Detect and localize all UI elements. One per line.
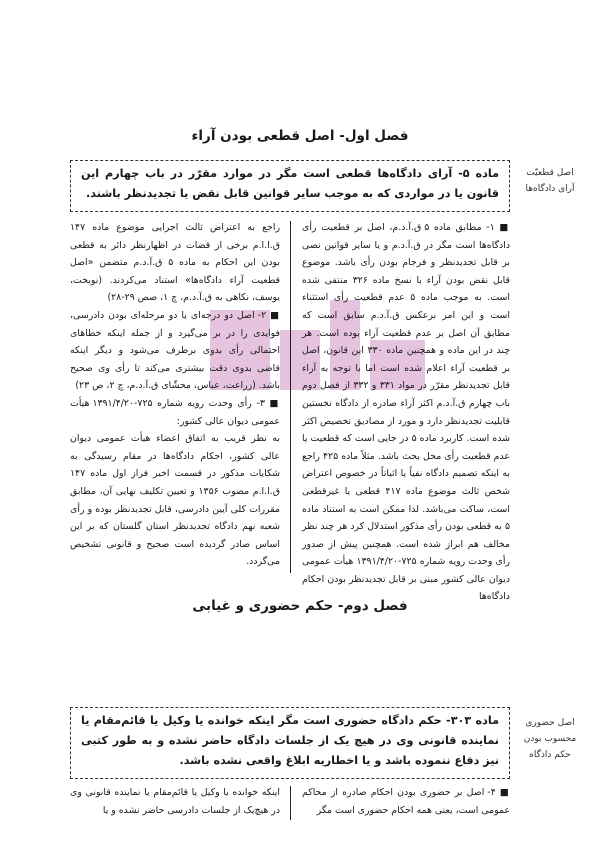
commentary-column-left: [70, 219, 281, 568]
article-box: ماده ۳۰۳- حکم دادگاه حضوری است مگر اینکه خوانده یا وکیل یا قائم‌مقام یا نماینده قانونی وی در هیچ یک از جلسات دادگاه حاضر نشده و به طور کتبی نیز دفاع ننموده باشد و یا اخطاریه ابلاغ واقعی نشده باشد.: [70, 707, 510, 779]
chapter-title: فصل اول- اصل قطعی بودن آراء: [191, 128, 409, 144]
commentary-paragraph: ■ ۴- اصل بر حضوری بودن احکام صادره از محاکم عمومی است، یعنی همه احکام حضوری است مگر: [302, 787, 511, 816]
margin-note: اصل حضوری محسوب بودن حکم دادگاه: [523, 718, 577, 760]
column-divider: [290, 786, 291, 820]
commentary-paragraph: اینکه خوانده یا وکیل یا قائم‌مقام یا نماینده قانونی وی در هیچ‌یک از جلسات دادرسی حاضر نشده و یا: [70, 787, 280, 816]
commentary-paragraph: ■ ۲- اصل دو درجه‌ای یا دو مرحله‌ای بودن دادرسی، فوایدی را در بر می‌گیرد و از جمله اینکه خطاهای احتمالی رأی بدوی برطرف می‌شود و دیگر اینکه قاضی بدوی دقت بیشتری می‌کند تا رأی وی صحیح باشد. (زراعت، عباس، محشّای ق.آ.د.م، چ ۲، ص ۲۳): [70, 309, 280, 392]
commentary-column-left: [70, 784, 280, 824]
article-box: ماده ۵- آرای دادگاه‌ها قطعی است مگر در موارد مقرّر در باب چهارم این قانون یا در مواردی که به موجب سایر قوانین قابل نقض یا تجدیدنظر باشند.: [70, 160, 510, 212]
chapter-title: فصل دوم- حکم حضوری و غیابی: [192, 598, 408, 614]
column-divider: [290, 221, 291, 573]
commentary-column-right: [301, 219, 511, 603]
margin-note: اصل قطعیّت آرای دادگاه‌ها: [525, 168, 575, 194]
commentary-paragraph: به نظر قریب به اتفاق اعضاء هیأت عمومی دیوان عالی کشور، احکام دادگاه‌ها در مقام رسیدگی به شکایات مذکور در قسمت اخیر فراز اول ماده ۱۴۷ ق.ا.ا.م مصوب ۱۳۵۶ و تعیین تکلیف نهایی آن، مطابق مقررات کلی آیین دادرسی، قابل تجدیدنظر بوده و رأی شعبه نهم دادگاه تجدیدنظر استان گلستان که بر این اساس صادر گردیده است صحیح و قانونی تشخیص می‌گردد.: [70, 433, 281, 568]
commentary-paragraph: راجع به اعتراض ثالث اجرایی موضوع ماده ۱۴۷ ق.ا.ا.م برخی از قضات در اظهارنظر دائر به قطعی بودن این احکام به ماده ۵ ق.آ.د.م متضمن «اصل قطعیت آراء دادگاه‌ها» استناد می‌کردند. (نوبخت، یوسف، نکاهی به ق.آ.د.م، چ ۱، صص ۲۹-۲۸): [70, 222, 280, 304]
commentary-column-right: [302, 784, 510, 824]
commentary-paragraph: ■ ۱- مطابق ماده ۵ ق.آ.د.م، اصل بر قطعیت رأی دادگاه‌ها است مگر در ق.آ.د.م و یا سایر قوانین نصی بر قابل تجدیدنظر و فرجام بودن رأی باشد. موضوع قابل نقض بودن آراء با نسخ ماده ۳۲۶ منتفی شده است. به موجب ماده ۵ عدم قطعیت رأی استثناء است و این امر برعکس ق.آ.د.م سابق است که مطابق آن اصل بر عدم قطعیت آراء بوده است. هر چند در این ماده و همچنین ماده ۳۳۰ این قانون، اصل بر قطعیت آراء اعلام شده است اما با توجه به آراء قابل تجدیدنظر مقرّر در مواد ۳۳۱ و ۳۳۲ از فصل دوم باب چهارم ق.آ.د.م اکثر آراء صادره از دادگاه نخستین قابلیت تجدیدنظر دارد و مورد از مصادیق تخصیص اکثر شده است. کاربرد ماده ۵ در جایی است که قطعیت یا عدم قطعیت رأی محل بحث باشد. مثلاً ماده ۴۲۵ راجع به اینکه تصمیم دادگاه نفیاً یا اثباتاً در خصوص اعتراض شخص ثالث موضوع ماده ۴۱۷ قطعی یا غیرقطعی است، ساکت می‌باشد. لذا ممکن است به استناد ماده ۵ به قطعی بودن رأی مذکور استدلال کرد هر چند نظر مخالف هم ابراز شده است. همچنین پیش از صدور رأی وحدت رویه شماره ۷۲۵-۱۳۹۱/۴/۲۰ هیأت عمومی دیوان عالی کشور مبنی بر قابل تجدیدنظر بودن احکام دادگاه‌ها: [301, 222, 511, 603]
commentary-paragraph: ■ ۳- رأی وحدت رویه شماره ۷۲۵-۱۳۹۱/۴/۲۰ هیأت عمومی دیوان عالی کشور:: [70, 397, 280, 427]
